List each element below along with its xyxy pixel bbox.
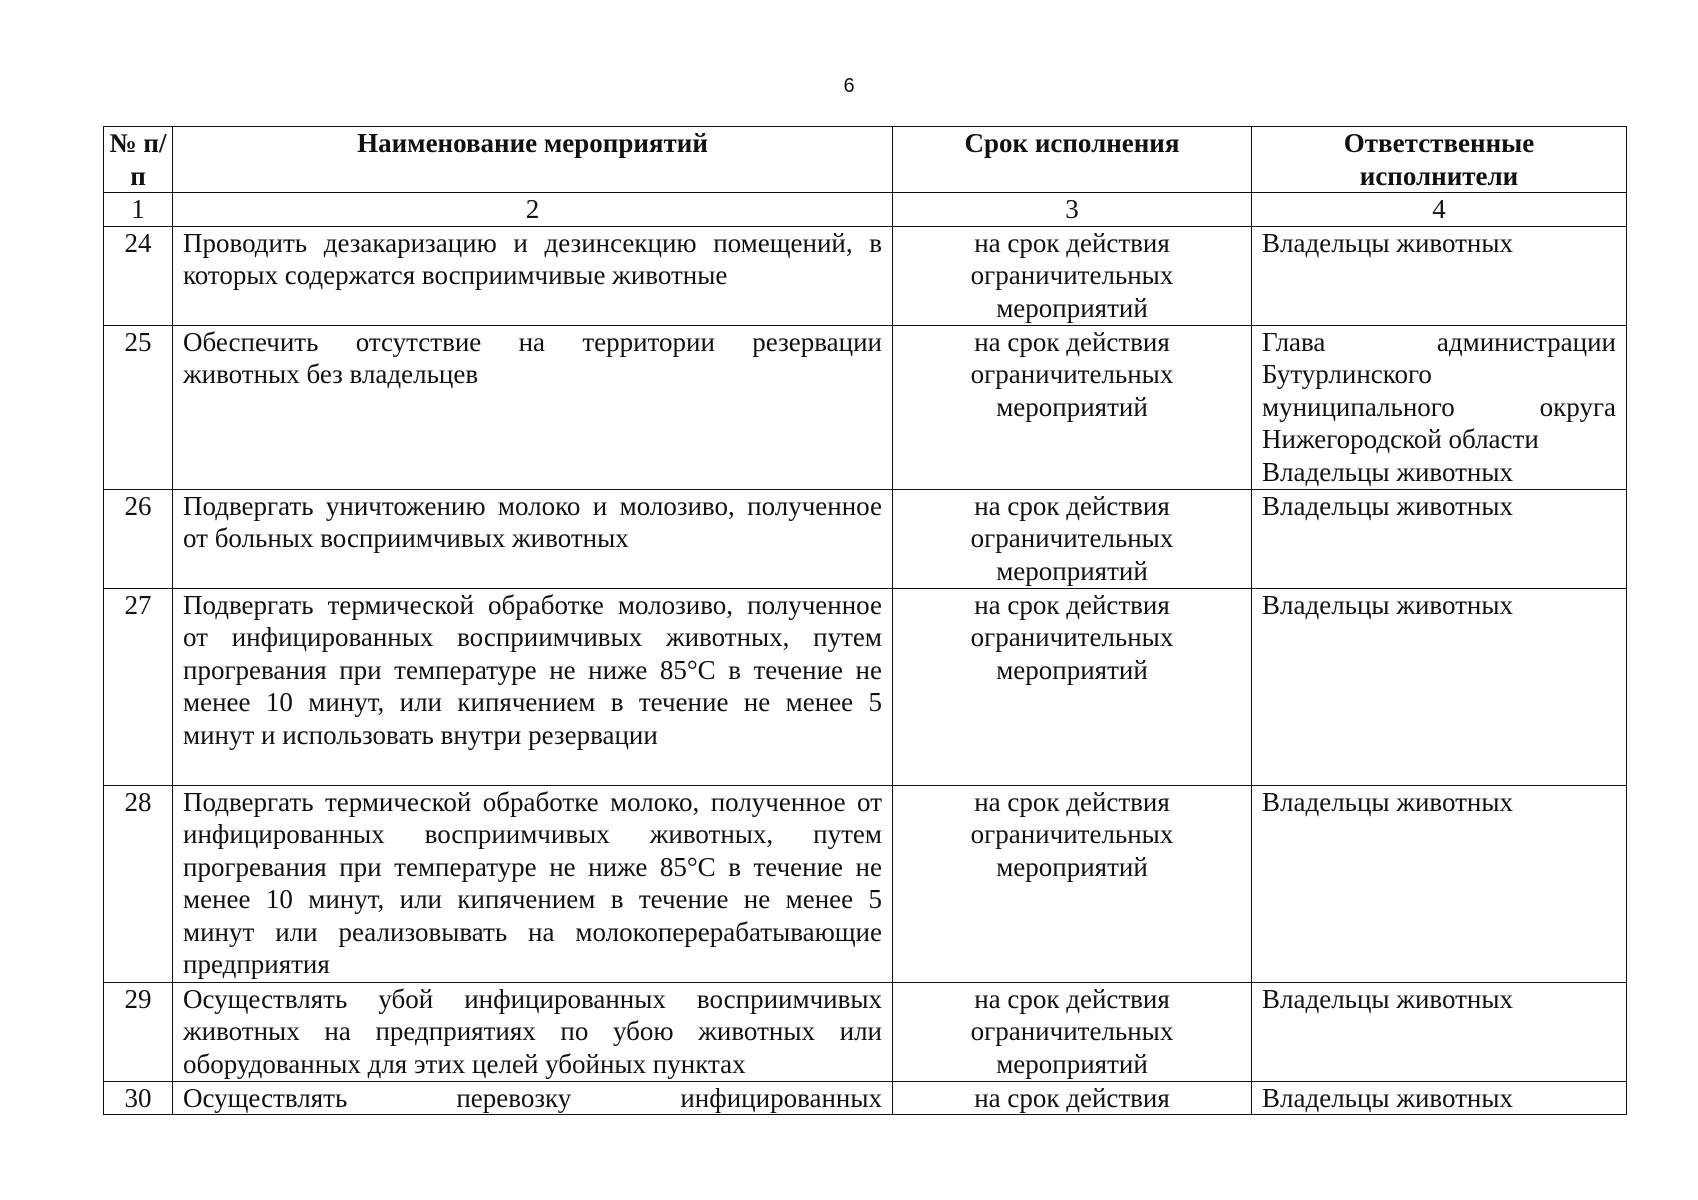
column-index: 4 xyxy=(1252,193,1627,227)
measure-name: Подвергать термической обработке молозиво, полученное от инфицированных восприимчивых животных, путем прогревания при температуре не ниже 85°С в течение не менее 10 минут, или кипячением в течение не менее 5 минут и использовать внутри резервации xyxy=(173,588,893,785)
measure-name: Обеспечить отсутствие на территории резервации животных без владельцев xyxy=(173,325,893,489)
measure-name: Осуществлять убой инфицированных восприимчивых животных на предприятиях по убою животных или оборудованных для этих целей убойных пунктах xyxy=(173,982,893,1081)
column-index: 1 xyxy=(104,193,173,227)
row-number: 29 xyxy=(104,982,173,1081)
column-index-row xyxy=(104,193,1627,227)
column-index: 2 xyxy=(173,193,893,227)
deadline: на срок действия ограничительных мероприятий xyxy=(893,489,1252,588)
header-resp: Ответственные исполнители xyxy=(1252,127,1627,193)
table-row xyxy=(104,982,1627,1081)
table-row xyxy=(104,588,1627,785)
table-row xyxy=(104,325,1627,489)
row-number: 30 xyxy=(104,1081,173,1115)
table-row xyxy=(104,785,1627,982)
column-index: 3 xyxy=(893,193,1252,227)
measures-table xyxy=(103,126,1627,1115)
responsible xyxy=(1252,325,1627,489)
measure-name: Проводить дезакаризацию и дезинсекцию помещений, в которых содержатся восприимчивые животные xyxy=(173,226,893,325)
responsible-line: Нижегородской области xyxy=(1262,424,1539,454)
responsible: Владельцы животных xyxy=(1252,785,1627,982)
row-number: 27 xyxy=(104,588,173,785)
measure-name: Подвергать уничтожению молоко и молозиво, полученное от больных восприимчивых животных xyxy=(173,489,893,588)
responsible-line: муниципального округа xyxy=(1262,391,1616,422)
header-term: Срок исполнения xyxy=(893,127,1252,193)
deadline: на срок действия ограничительных мероприятий xyxy=(893,588,1252,785)
page-number: 6 xyxy=(843,75,855,97)
measure-name: Подвергать термической обработке молоко, полученное от инфицированных восприимчивых животных, путем прогревания при температуре не ниже 85°С в течение не менее 10 минут, или кипячением в течение не менее 5 минут или реализовывать на молокоперерабатывающие предприятия xyxy=(173,785,893,982)
header-num: № п/п xyxy=(104,127,173,193)
table-header-row xyxy=(104,127,1627,193)
responsible-line: Бутурлинского xyxy=(1262,359,1432,389)
row-number: 28 xyxy=(104,785,173,982)
row-number: 25 xyxy=(104,325,173,489)
table-row xyxy=(104,489,1627,588)
deadline: на срок действия ограничительных мероприятий xyxy=(893,982,1252,1081)
responsible: Владельцы животных xyxy=(1252,489,1627,588)
deadline: на срок действия ограничительных мероприятий xyxy=(893,325,1252,489)
deadline: на срок действия ограничительных мероприятий xyxy=(893,785,1252,982)
responsible-line: Владельцы животных xyxy=(1262,456,1514,487)
deadline: на срок действия ограничительных мероприятий xyxy=(893,226,1252,325)
measure-name: Осуществлять перевозку инфицированных xyxy=(173,1081,893,1115)
responsible: Владельцы животных xyxy=(1252,588,1627,785)
responsible-line: Глава администрации xyxy=(1262,326,1616,357)
table-row xyxy=(104,226,1627,325)
header-name: Наименование мероприятий xyxy=(173,127,893,193)
responsible: Владельцы животных xyxy=(1252,1081,1627,1115)
row-number: 24 xyxy=(104,226,173,325)
responsible: Владельцы животных xyxy=(1252,982,1627,1081)
deadline: на срок действия xyxy=(893,1081,1252,1115)
responsible: Владельцы животных xyxy=(1252,226,1627,325)
table-row xyxy=(104,1081,1627,1115)
row-number: 26 xyxy=(104,489,173,588)
